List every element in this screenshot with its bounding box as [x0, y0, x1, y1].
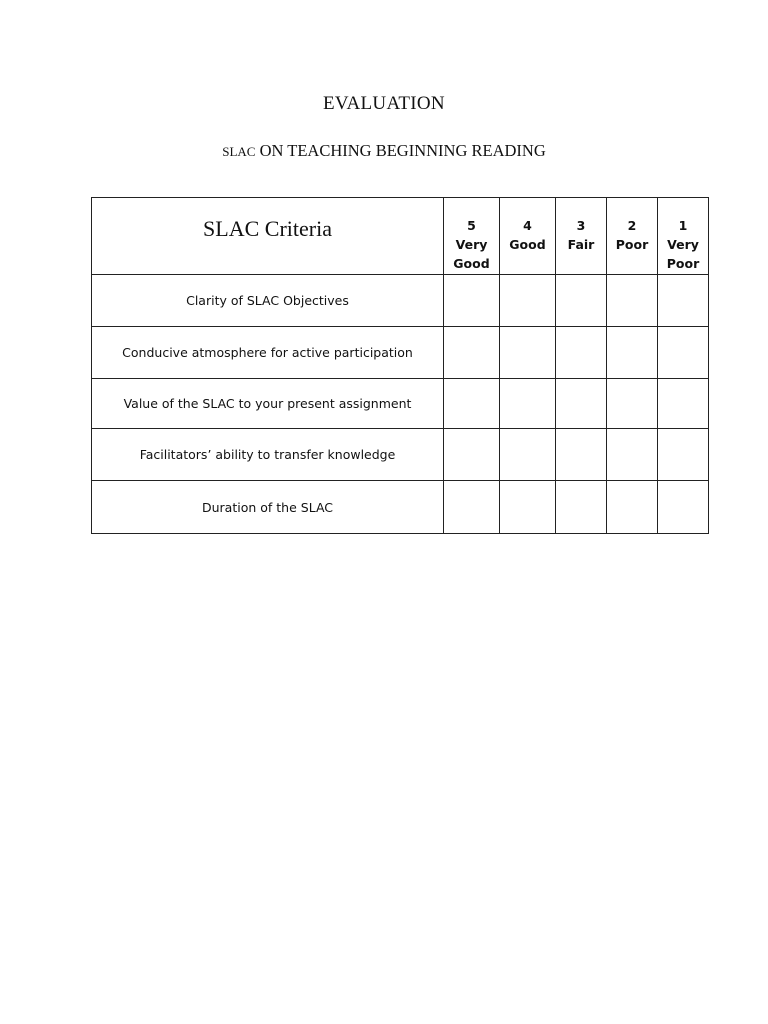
rating-cell-1[interactable] [658, 429, 709, 481]
rating-cell-4[interactable] [500, 379, 556, 429]
rating-cell-1[interactable] [658, 379, 709, 429]
rating-cell-1[interactable] [658, 275, 709, 327]
rating-cell-4[interactable] [500, 327, 556, 379]
rating-header-2 [607, 198, 658, 275]
table-row [92, 379, 709, 429]
rating-cell-3[interactable] [556, 275, 607, 327]
rating-score: 5 [467, 218, 476, 233]
rating-score: 4 [523, 218, 532, 233]
rating-cell-1[interactable] [658, 481, 709, 534]
criterion-label: Conducive atmosphere for active participation [92, 327, 444, 379]
rating-cell-5[interactable] [444, 275, 500, 327]
criteria-header: SLAC Criteria [92, 198, 444, 275]
rating-cell-4[interactable] [500, 429, 556, 481]
rating-cell-2[interactable] [607, 275, 658, 327]
rating-label: Very [667, 237, 699, 252]
rating-label: Very [455, 237, 488, 252]
rating-cell-5[interactable] [444, 327, 500, 379]
criterion-label: Clarity of SLAC Objectives [92, 275, 444, 327]
rating-cell-2[interactable] [607, 379, 658, 429]
rating-cell-5[interactable] [444, 481, 500, 534]
rating-label: Good [453, 256, 490, 271]
subtitle-rest: ON TEACHING BEGINNING READING [255, 141, 546, 160]
table-row [92, 481, 709, 534]
table-row [92, 429, 709, 481]
rating-header-1 [658, 198, 709, 275]
rating-cell-2[interactable] [607, 481, 658, 534]
rating-cell-3[interactable] [556, 379, 607, 429]
rating-score: 2 [627, 218, 637, 233]
rating-cell-3[interactable] [556, 481, 607, 534]
rating-label: Poor [615, 237, 649, 252]
rating-cell-4[interactable] [500, 275, 556, 327]
page-subtitle [0, 141, 768, 161]
rating-cell-5[interactable] [444, 379, 500, 429]
rating-label: Poor [666, 256, 700, 271]
rating-score: 3 [576, 218, 586, 233]
rating-cell-3[interactable] [556, 327, 607, 379]
page-title: EVALUATION [323, 93, 445, 114]
rating-label: Fair [567, 237, 595, 252]
header-row [92, 198, 709, 275]
rating-header-3 [556, 198, 607, 275]
rating-cell-2[interactable] [607, 429, 658, 481]
criterion-label: Facilitators’ ability to transfer knowledge [92, 429, 444, 481]
rating-header-4 [500, 198, 556, 275]
criterion-label: Value of the SLAC to your present assignment [92, 379, 444, 429]
evaluation-table [91, 197, 709, 534]
rating-header-5 [444, 198, 500, 275]
subtitle-prefix: SLAC [222, 144, 256, 159]
rating-label: Good [509, 237, 546, 252]
criterion-label: Duration of the SLAC [92, 481, 444, 534]
rating-score: 1 [678, 218, 688, 233]
rating-cell-3[interactable] [556, 429, 607, 481]
table-row [92, 327, 709, 379]
table-row [92, 275, 709, 327]
rating-cell-4[interactable] [500, 481, 556, 534]
rating-cell-1[interactable] [658, 327, 709, 379]
rating-cell-2[interactable] [607, 327, 658, 379]
rating-cell-5[interactable] [444, 429, 500, 481]
